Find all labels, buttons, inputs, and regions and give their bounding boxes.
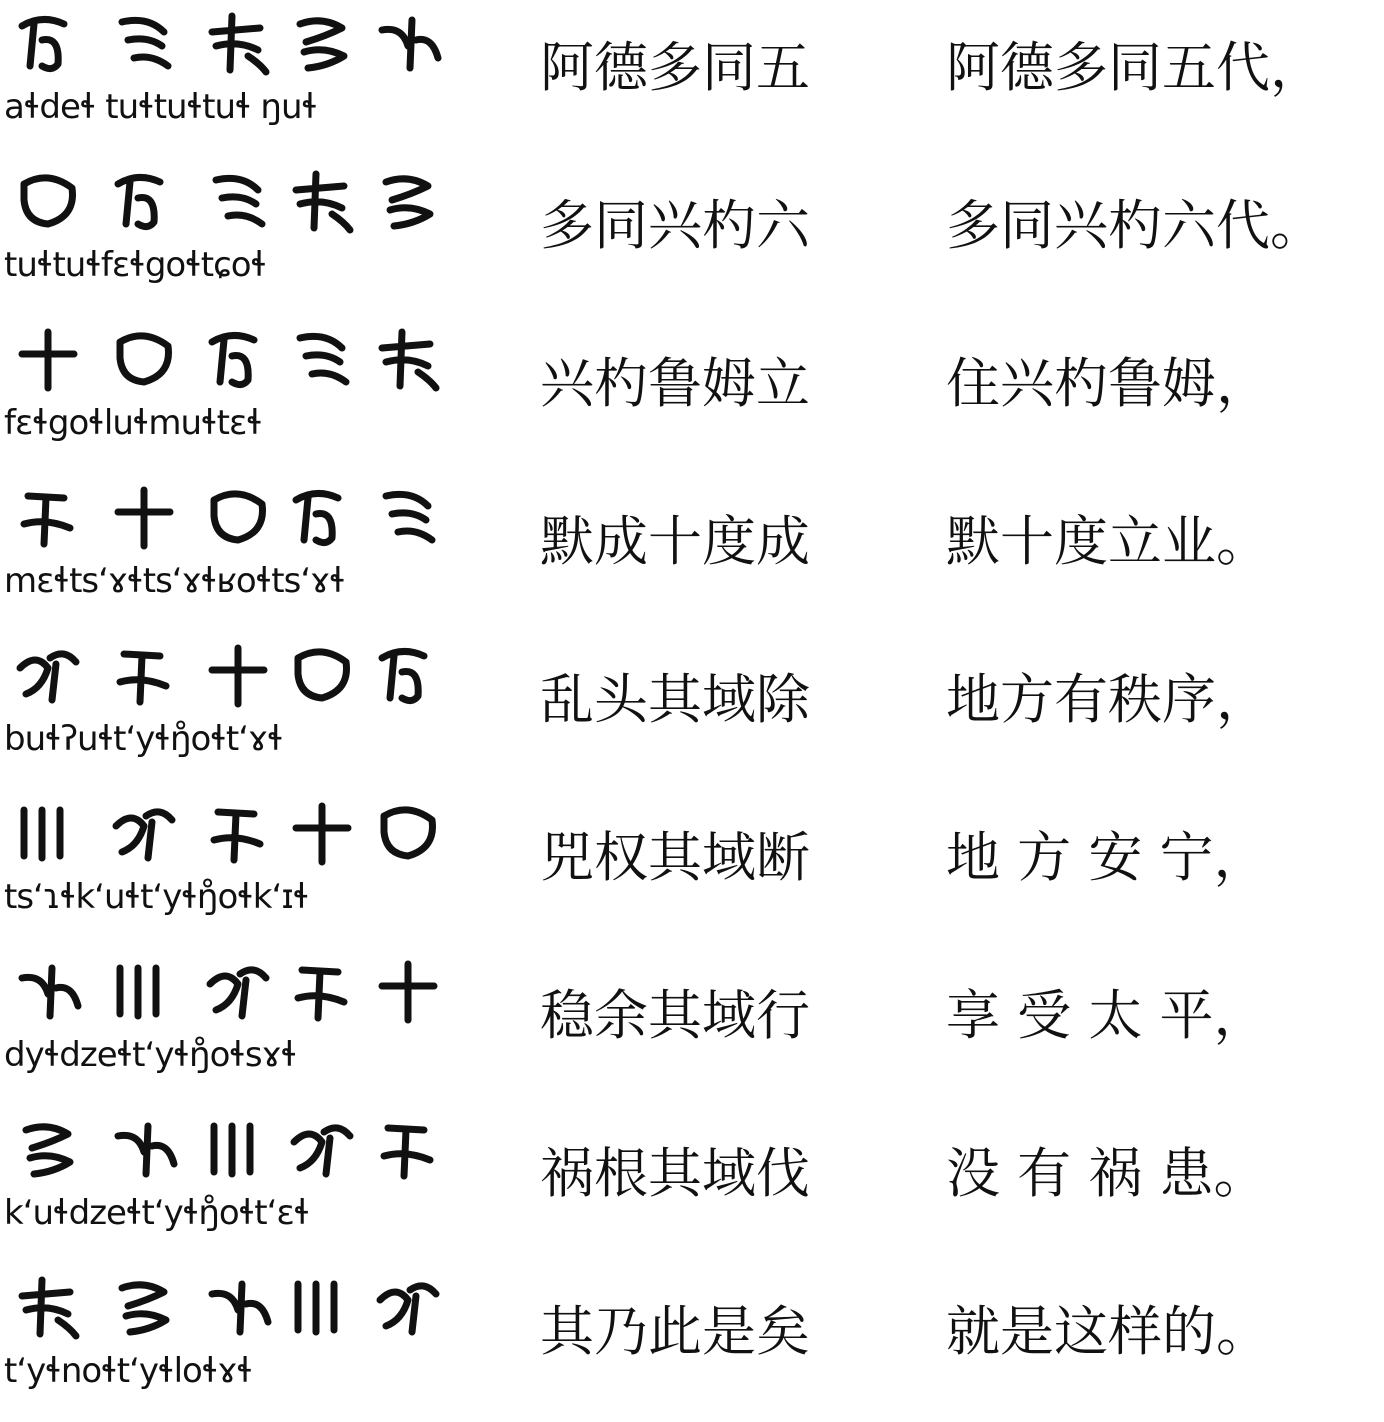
handwritten-glyph-icon [12, 796, 86, 870]
modern-chinese-translation: 多同兴杓六代。 [946, 194, 1324, 257]
script-glyph-line [10, 796, 440, 876]
script-block [4, 948, 444, 1106]
handwritten-glyph-icon [286, 1270, 360, 1344]
classical-chinese-gloss: 稳余其域行 [540, 984, 810, 1047]
romanization-line: buɬʔuɬtʻyɬŋ̊oɬtʻɤɬ [4, 719, 283, 759]
text-row [0, 0, 1384, 158]
script-block [4, 316, 444, 474]
script-block [4, 790, 444, 948]
handwritten-glyph-icon [372, 1270, 446, 1344]
handwritten-glyph-icon [372, 164, 446, 238]
handwritten-glyph-icon [12, 480, 86, 554]
text-row [0, 158, 1384, 316]
handwritten-glyph-icon [12, 6, 86, 80]
script-glyph-line [10, 480, 440, 560]
modern-chinese-translation: 住兴杓鲁姆， [946, 352, 1270, 415]
script-block [4, 474, 444, 632]
classical-chinese-gloss: 乱头其域除 [540, 668, 810, 731]
modern-chinese-translation: 地 方 安 宁， [946, 826, 1268, 889]
handwritten-glyph-icon [12, 1270, 86, 1344]
handwritten-glyph-icon [372, 480, 446, 554]
script-glyph-line [10, 6, 440, 86]
handwritten-glyph-icon [202, 480, 276, 554]
handwritten-glyph-icon [372, 322, 446, 396]
modern-chinese-translation: 默十度立业。 [946, 510, 1270, 573]
handwritten-glyph-icon [286, 954, 360, 1028]
classical-chinese-gloss: 祸根其域伐 [540, 1142, 810, 1205]
romanization-line: tʻyɬnoɬtʻyɬloɬɤɬ [4, 1351, 253, 1391]
handwritten-glyph-icon [372, 1112, 446, 1186]
script-block [4, 0, 444, 158]
handwritten-glyph-icon [12, 1112, 86, 1186]
romanization-line: aɬdeɬ tuɬtuɬtuɬ ŋuɬ [4, 87, 318, 127]
handwritten-glyph-icon [108, 164, 182, 238]
handwritten-glyph-icon [108, 1112, 182, 1186]
text-row [0, 790, 1384, 948]
romanization-line: fɛɬgoɬluɬmuɬtɛɬ [4, 403, 262, 443]
handwritten-glyph-icon [202, 796, 276, 870]
handwritten-glyph-icon [286, 164, 360, 238]
script-block [4, 1264, 444, 1422]
modern-chinese-translation: 没 有 祸 患。 [946, 1142, 1268, 1205]
text-row [0, 632, 1384, 790]
handwritten-glyph-icon [202, 1112, 276, 1186]
script-glyph-line [10, 954, 440, 1034]
handwritten-glyph-icon [202, 1270, 276, 1344]
classical-chinese-gloss: 默成十度成 [540, 510, 810, 573]
handwritten-glyph-icon [12, 954, 86, 1028]
handwritten-glyph-icon [108, 638, 182, 712]
handwritten-glyph-icon [108, 6, 182, 80]
classical-chinese-gloss: 兕权其域断 [540, 826, 810, 889]
text-row [0, 1106, 1384, 1264]
script-glyph-line [10, 638, 440, 718]
handwritten-glyph-icon [286, 480, 360, 554]
handwritten-glyph-icon [372, 638, 446, 712]
handwritten-glyph-icon [286, 796, 360, 870]
handwritten-glyph-icon [108, 480, 182, 554]
handwritten-glyph-icon [286, 638, 360, 712]
handwritten-glyph-icon [372, 796, 446, 870]
script-glyph-line [10, 1112, 440, 1192]
modern-chinese-translation: 阿德多同五代， [946, 36, 1324, 99]
handwritten-glyph-icon [12, 164, 86, 238]
classical-chinese-gloss: 阿德多同五 [540, 36, 810, 99]
text-row [0, 474, 1384, 632]
handwritten-glyph-icon [202, 638, 276, 712]
romanization-line: tsʻɿɬkʻuɬtʻyɬŋ̊oɬkʻɪɬ [4, 877, 309, 917]
script-glyph-line [10, 164, 440, 244]
handwritten-glyph-icon [108, 954, 182, 1028]
handwritten-glyph-icon [108, 322, 182, 396]
handwritten-glyph-icon [108, 796, 182, 870]
modern-chinese-translation: 就是这样的。 [946, 1300, 1270, 1363]
classical-chinese-gloss: 多同兴杓六 [540, 194, 810, 257]
handwritten-glyph-icon [202, 954, 276, 1028]
romanization-line: kʻuɬdzeɬtʻyɬŋ̊oɬtʻɛɬ [4, 1193, 310, 1233]
modern-chinese-translation: 享 受 太 平， [946, 984, 1268, 1047]
handwritten-glyph-icon [286, 1112, 360, 1186]
handwritten-glyph-icon [286, 6, 360, 80]
handwritten-glyph-icon [372, 954, 446, 1028]
handwritten-glyph-icon [12, 638, 86, 712]
romanization-line: tuɬtuɬfɛɬgoɬtɕoɬ [4, 245, 267, 285]
script-glyph-line [10, 322, 440, 402]
handwritten-glyph-icon [12, 322, 86, 396]
text-row [0, 1264, 1384, 1422]
handwritten-glyph-icon [108, 1270, 182, 1344]
romanization-line: dyɬdzeɬtʻyɬŋ̊oɬsɤɬ [4, 1035, 297, 1075]
script-block [4, 1106, 444, 1264]
script-block [4, 632, 444, 790]
handwritten-glyph-icon [202, 164, 276, 238]
text-row [0, 948, 1384, 1106]
handwritten-glyph-icon [202, 322, 276, 396]
classical-chinese-gloss: 兴杓鲁姆立 [540, 352, 810, 415]
handwritten-glyph-icon [372, 6, 446, 80]
script-block [4, 158, 444, 316]
text-row [0, 316, 1384, 474]
script-glyph-line [10, 1270, 440, 1350]
handwritten-glyph-icon [286, 322, 360, 396]
modern-chinese-translation: 地方有秩序， [946, 668, 1270, 731]
handwritten-glyph-icon [202, 6, 276, 80]
romanization-line: mɛɬtsʻɤɬtsʻɤɬʁoɬtsʻɤɬ [4, 561, 345, 601]
classical-chinese-gloss: 其乃此是矣 [540, 1300, 810, 1363]
